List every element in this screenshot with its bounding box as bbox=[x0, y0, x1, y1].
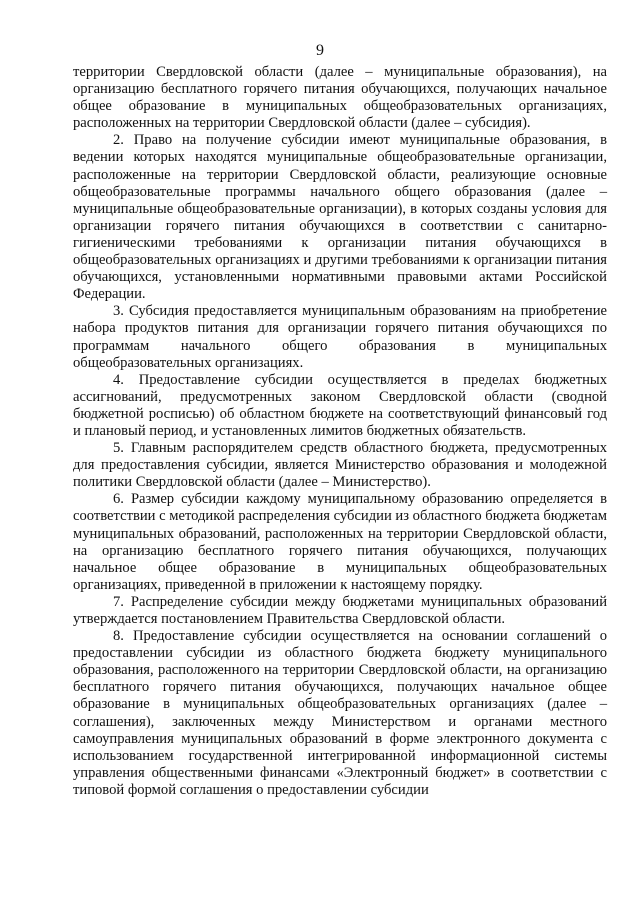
paragraph-6: 6. Размер субсидии каждому муниципальному образованию определяется в соответствии с методикой распределения субсидии из областного бюджета бюджетам муниципальных образований, расположенных на территории Свердловской области, на организацию бесплатного горячего питания обучающихся, получающих начальное общее образование в муниципальных общеобразовательных организациях, приведенной в приложении к настоящему порядку. bbox=[73, 491, 608, 593]
paragraph-4: 4. Предоставление субсидии осуществляется в пределах бюджетных ассигнований, предусмотренных законом Свердловской области (сводной бюджетной росписью) об областном бюджете на соответствующий финансовый год и плановый период, и установленных лимитов бюджетных обязательств. bbox=[73, 371, 607, 439]
document-body bbox=[73, 64, 607, 799]
page-number: 9 bbox=[316, 42, 324, 59]
paragraph-8: 8. Предоставление субсидии осуществляется на основании соглашений о предоставлении субсидии из областного бюджета бюджету муниципального образования, расположенного на территории Свердловской области, на организацию бесплатного горячего питания обучающихся, получающих начальное общее образование в муниципальных общеобразовательных организациях (далее – соглашения), заключенных между Министерством и органами местного самоуправления муниципальных образований в форме электронного документа с использованием государственной интегрированной информационной системы управления общественными финансами «Электронный бюджет» в соответствии с типовой формой соглашения о предоставлении субсидии bbox=[73, 628, 607, 798]
paragraph-7: 7. Распределение субсидии между бюджетами муниципальных образований утверждается постановлением Правительства Свердловской области. bbox=[73, 593, 607, 627]
paragraph-3: 3. Субсидия предоставляется муниципальным образованиям на приобретение набора продуктов питания для организации горячего питания обучающихся по программам начального общего образования в муниципальных общеобразовательных организациях. bbox=[73, 303, 607, 371]
paragraph-5: 5. Главным распорядителем средств областного бюджета, предусмотренных для предоставления субсидии, является Министерство образования и молодежной политики Свердловской области (далее – Министерство). bbox=[73, 440, 607, 491]
paragraph-continuation: территории Свердловской области (далее – муниципальные образования), на организацию бесплатного горячего питания обучающихся, получающих начальное общее образование в муниципальных общеобразовательных организациях, расположенных на территории Свердловской области (далее – субсидия). bbox=[73, 64, 607, 132]
paragraph-2: 2. Право на получение субсидии имеют муниципальные образования, в ведении которых находятся муниципальные общеобразовательные организации, расположенные на территории Свердловской области, реализующие основные общеобразовательные программы начального общего образования (далее – муниципальные общеобразовательные организации), в которых созданы условия для организации горячего питания обучающихся в соответствии с санитарно-гигиеническими требованиями к организации питания обучающихся в общеобразовательных организациях и другими требованиями к организации питания обучающихся, установленными нормативными правовыми актами Российской Федерации. bbox=[73, 132, 607, 303]
